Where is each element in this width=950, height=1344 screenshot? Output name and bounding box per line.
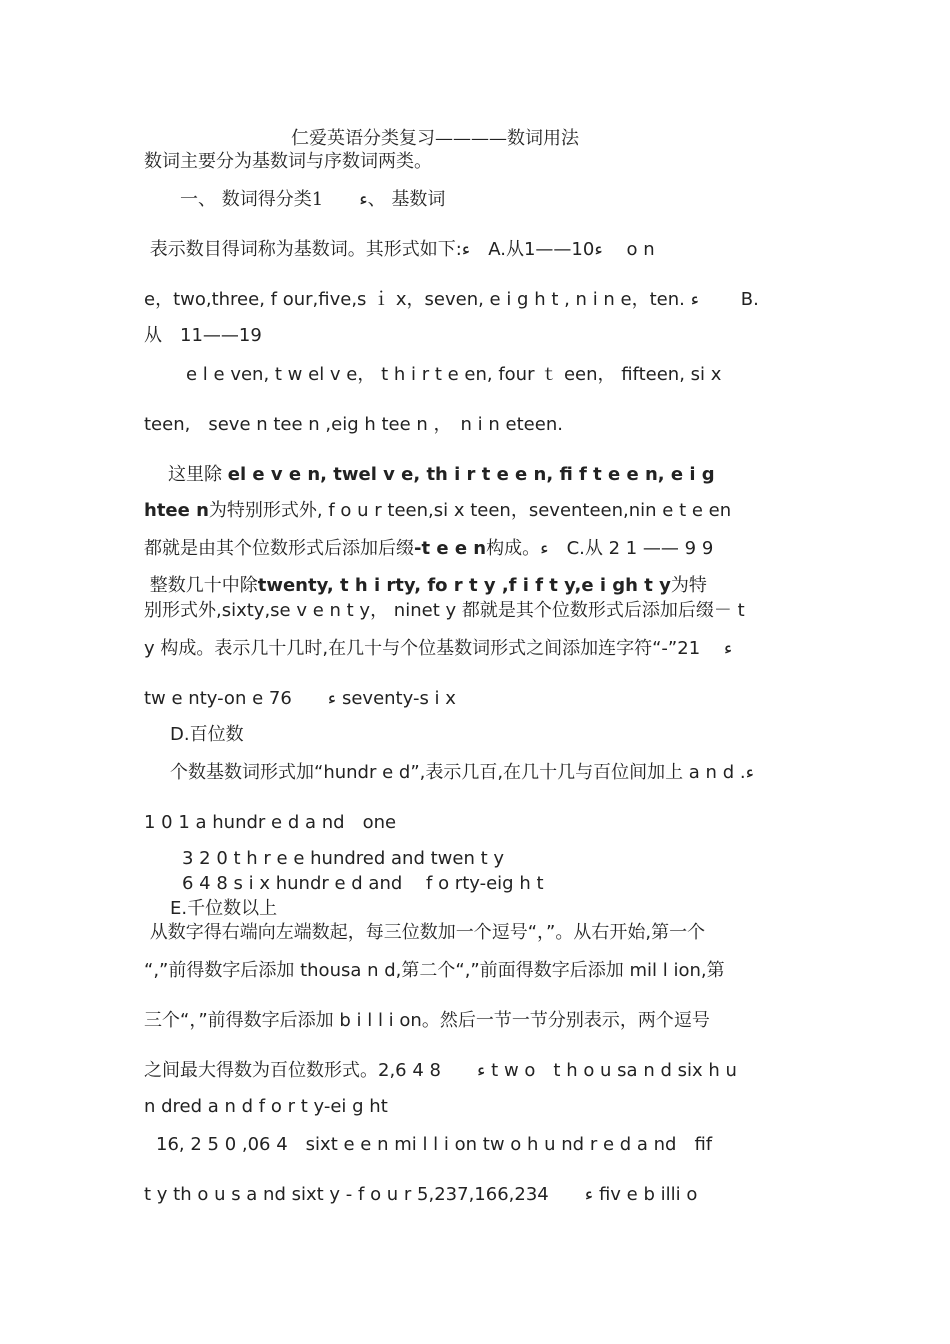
example-line: 3 2 0 t h r e e hundred and twen t y [182,848,505,869]
text-segment: 这里除 [168,464,228,485]
text-segment: 为特别形式外, f o u r teen,si x teen，seventeen,nin e t e en [208,500,732,521]
paragraph-line [168,463,715,487]
page-title: 仁爱英语分类复习————数词用法 [291,128,579,149]
paragraph-line: e，two,three, f our,five,s ｉ x，seven, e i g h t , n i n e，ten. ء B. [144,289,759,310]
paragraph-line: y 构成。表示几十几时,在几十与个位基数词形式之间添加连字符“-”21 ء [144,638,733,659]
example-line: 6 4 8 s i x hundr e d and f o rty-eig h t [182,873,544,894]
section-heading: D.百位数 [170,724,244,745]
paragraph-line: tw e nty-on e 76 ء seventy-s i x [144,688,456,709]
paragraph-line: 别形式外,sixty,se v e n t y， ninet y 都就是其个位数形式后添加后缀－ t [144,600,745,621]
bold-text-segment: htee n [144,500,209,521]
paragraph-line: teen, seve n tee n ,eig h tee n ， n i n eteen. [144,414,563,435]
paragraph-line: 1 0 1 a hundr e d a nd one [144,812,397,833]
paragraph-line [144,537,713,561]
paragraph-line: 之间最大得数为百位数形式。2,6 4 8 ء t w o t h o u sa n d six h u [144,1060,737,1081]
paragraph-line: 从数字得右端向左端数起，每三位数加一个逗号“，”。从右开始,第一个 [144,922,706,943]
text-segment: 构成。ء C.从 2 1 —— 9 9 [486,538,714,559]
bold-text-segment: twenty, t h i rty, fo r t y ,f i f t y,e i gh t y [257,575,671,596]
bold-text-segment: el e v e n, twel v e, th i r t e e n, fi f t e e n, e i g [227,464,715,485]
paragraph-line [144,574,707,598]
paragraph-line: “,”前得数字后添加 thousa n d,第二个“,”前面得数字后添加 mil l ion,第 [144,960,725,981]
text-segment: 为特 [670,575,707,596]
text-segment: 整数几十中除 [144,575,258,596]
paragraph-line: 三个“，”前得数字后添加 b i l l i on。然后一节一节分别表示，两个逗号 [144,1010,710,1031]
paragraph-line: e l e ven, t w el v e， t h i r t e en, four ｔ een， fifteen, si x [186,364,722,385]
paragraph-line: 16, 2 5 0 ,06 4 sixt e e n mi l l i on tw o h u nd r e d a nd fif [156,1134,713,1155]
section-heading: 一、 数词得分类1 ء、 基数词 [180,189,446,210]
paragraph-line [144,499,731,523]
paragraph-line: 个数基数词形式加“hundr e d”,表示几百,在几十几与百位间加上 a n d .ء [170,762,755,783]
paragraph-line: 数词主要分为基数词与序数词两类。 [144,151,432,172]
paragraph-line: 表示数目得词称为基数词。其形式如下:ء A.从1——10ء o n [144,239,655,260]
bold-text-segment: -t e e n [414,538,487,559]
paragraph-line: 从 11——19 [144,325,262,346]
text-segment: 都就是由其个位数形式后添加后缀 [144,538,414,559]
paragraph-line: t y th o u s a nd sixt y - f o u r 5,237,166,234 ء fiv e b illi o [144,1184,698,1205]
paragraph-line: n dred a n d f o r t y-ei g ht [144,1096,388,1117]
section-heading: E.千位数以上 [170,898,278,919]
